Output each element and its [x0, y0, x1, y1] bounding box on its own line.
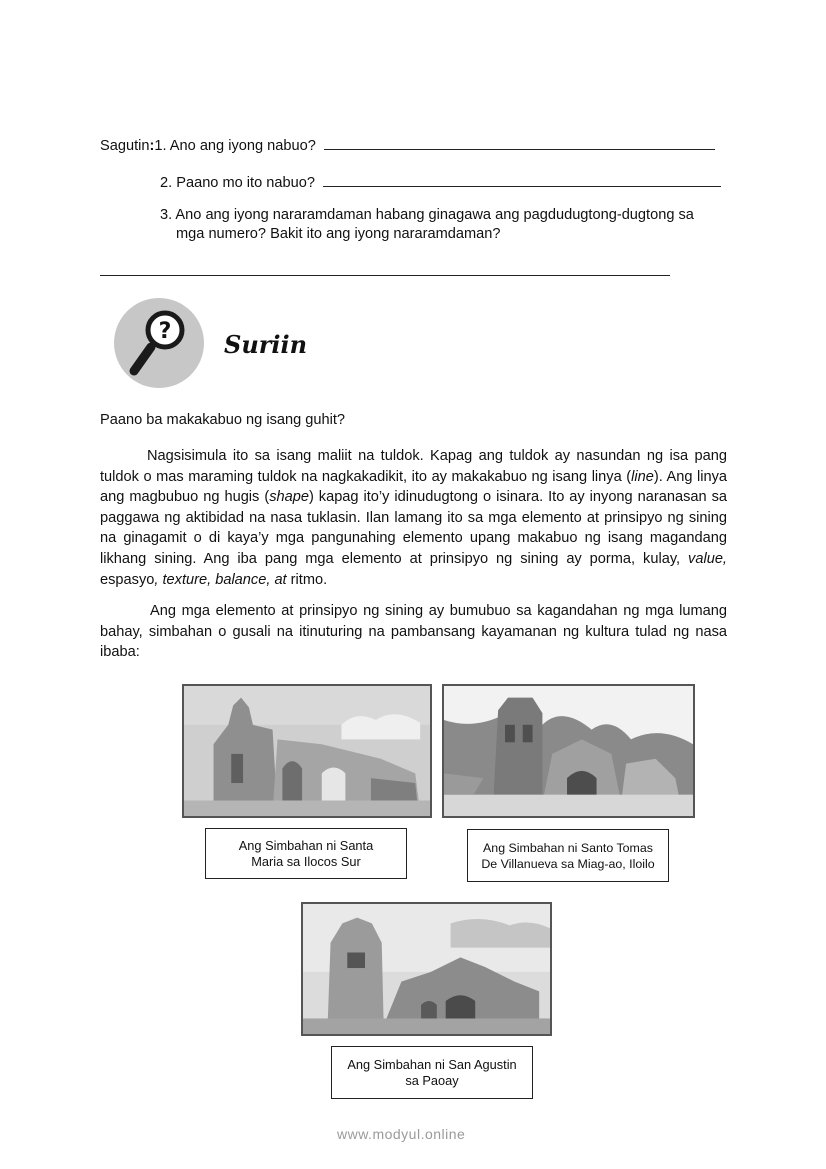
body-question: Paano ba makakabuo ng isang guhit?: [100, 412, 346, 428]
suriin-icon: [113, 297, 205, 389]
caption-miagao: Ang Simbahan ni Santo Tomas De Villanueva sa Miag-ao, Iloilo: [467, 829, 669, 882]
paragraph-1: Nagsisimula ito sa isang maliit na tuldok. Kapag ang tuldok ay nasundan ng isa pang tuldok o mas maraming tuldok na nagkakadikit, ito ay makakabuo ng isang linya (line). Ang linya ang magbubuo ng hugis (shape) kapag ito’y idinudugtong o isinara. Ito ay inyong naranasan sa paggawa ng aktibidad na nasa tuklasin. Ilan lamang ito sa mga elemento at prinsipyo ng sining na ginagamit o di kaya’y mga pangunahing elemento upang makabuo ng isang magandang likhang sining. Ang iba pang mga elemento at prinsipyo ng sining ay porma, kulay, value, espasyo, texture, balance, at ritmo.: [100, 448, 727, 588]
answer-prefix: Sagutin: [100, 138, 150, 154]
caption-paoay: Ang Simbahan ni San Agustin sa Paoay: [331, 1046, 533, 1099]
answer-blank-2[interactable]: [323, 174, 721, 187]
question-3-line-1: 3. Ano ang iyong nararamdaman habang ginagawa ang pagdudugtong-dugtong sa: [160, 207, 694, 223]
answer-blank-3[interactable]: [100, 275, 670, 276]
question-mark-icon: ?: [158, 319, 172, 344]
footer-watermark: www.modyul.online: [337, 1126, 466, 1142]
question-1-text: 1. Ano ang iyong nabuo?: [154, 138, 316, 154]
question-3-line-2: mga numero? Bakit ito ang iyong nararamdaman?: [176, 226, 501, 242]
paragraph-2: Ang mga elemento at prinsipyo ng sining ay bumubuo sa kagandahan ng mga lumang bahay, simbahan o gusali na itinuturing na pambansang kayamanan ng kultura tulad ng nasa ibaba:: [100, 603, 727, 661]
section-title: Suriin: [224, 330, 308, 359]
answer-blank-1[interactable]: [324, 137, 715, 150]
caption-santa-maria: Ang Simbahan ni Santa Maria sa Ilocos Sur: [205, 828, 407, 879]
church-photo-paoay: [301, 902, 552, 1036]
church-photo-miagao: [442, 684, 695, 818]
question-2: [160, 174, 721, 191]
question-1: Sagutin:1. Ano ang iyong nabuo?: [100, 137, 715, 154]
question-2-text: 2. Paano mo ito nabuo?: [160, 175, 315, 191]
church-photo-santa-maria: [182, 684, 432, 818]
